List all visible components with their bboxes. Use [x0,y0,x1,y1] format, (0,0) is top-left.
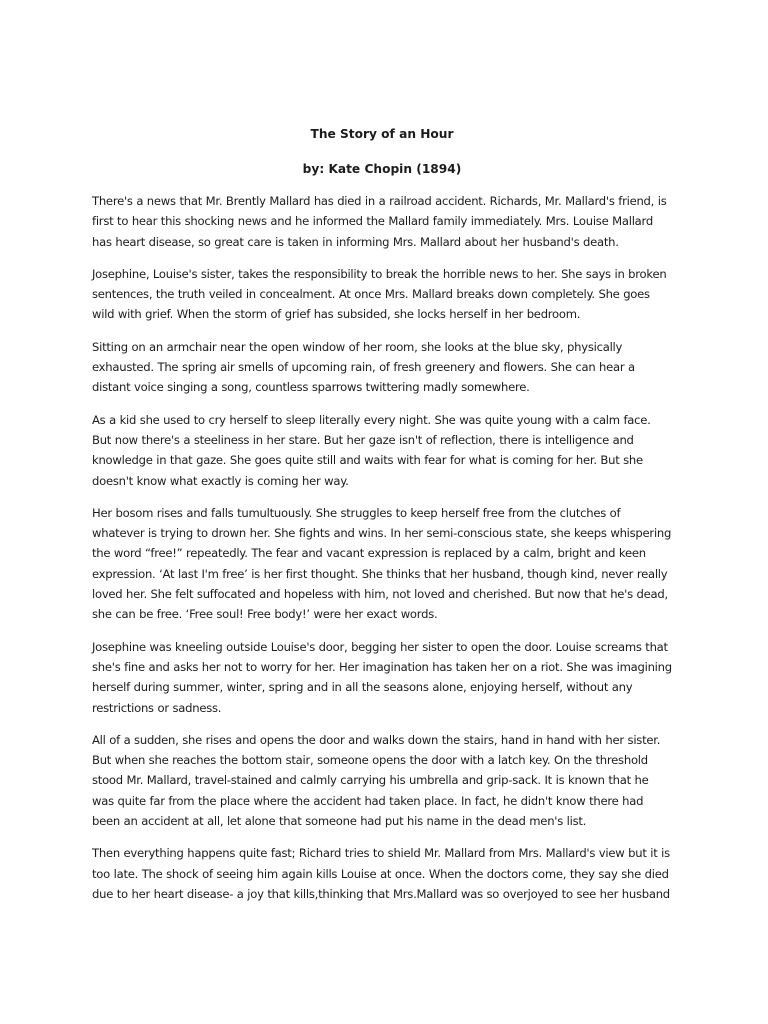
author-line: by: Kate Chopin (1894) [302,162,462,176]
paragraph-1: There's a news that Mr. Brently Mallard has died in a railroad accident. Richards, Mr. Mallard's friend, is first to hear this shocking news and he informed the Mallard family immediately. Mrs. Louise Mallard has heart disease, so great care is taken in informing Mrs. Mallard about her husband's death. [92,194,667,249]
paragraph-6: Josephine was kneeling outside Louise's door, begging her sister to open the door. Louise screams that she's fine and asks her not to worry for her. Her imagination has taken her on a riot. She was imagining herself during summer, winter, spring and in all the seasons alone, enjoying herself, without any restrictions or sadness. [92,639,672,715]
paragraph-7: All of a sudden, she rises and opens the door and walks down the stairs, hand in hand with her sister. But when she reaches the bottom stair, someone opens the door with a latch key. On the threshold stood Mr. Mallard, travel-stained and calmly carrying his umbrella and grip-sack. It is known that he was quite far from the place where the accident had taken place. In fact, he didn't know there had been an accident at all, let alone that someone had put his name in the dead men's list. [92,732,661,829]
paragraph-5: Her bosom rises and falls tumultuously. She struggles to keep herself free from the clutches of whatever is trying to drown her. She fights and wins. In her semi-conscious state, she keeps whispering the word “free!” repeatedly. The fear and vacant expression is replaced by a calm, bright and keen expression. ‘At last I'm free’ is her first thought. She thinks that her husband, though kind, never really loved her. She felt suffocated and hopeless with him, not loved and cherished. But now that he's dead, she can be free. ‘Free soul! Free body!’ were her exact words. [92,505,672,622]
document-title: The Story of an Hour [310,127,454,141]
document-body [92,124,672,916]
paragraph-3: Sitting on an armchair near the open window of her room, she looks at the blue sky, physically exhausted. The spring air smells of upcoming rain, of fresh greenery and flowers. She can hear a distant voice singing a song, countless sparrows twittering madly somewhere. [92,339,635,395]
paragraph-4: As a kid she used to cry herself to sleep literally every night. She was quite young with a calm face. But now there's a steeliness in her stare. But her gaze isn't of reflection, there is intelligence and knowledge in that gaze. She goes quite still and waits with fear for what is coming for her. But she doesn't know what exactly is coming her way. [92,412,651,488]
paragraph-2: Josephine, Louise's sister, takes the responsibility to break the horrible news to her. She says in broken sentences, the truth veiled in concealment. At once Mrs. Mallard breaks down completely. She goes wild with grief. When the storm of grief has subsided, she locks herself in her bedroom. [92,266,667,322]
paragraph-8: Then everything happens quite fast; Richard tries to shield Mr. Mallard from Mrs. Mallard's view but it is too late. The shock of seeing him again kills Louise at once. When the doctors come, they say she died due to her heart disease- a joy that kills,thinking that Mrs.Mallard was so overjoyed to see her husband [92,846,670,901]
